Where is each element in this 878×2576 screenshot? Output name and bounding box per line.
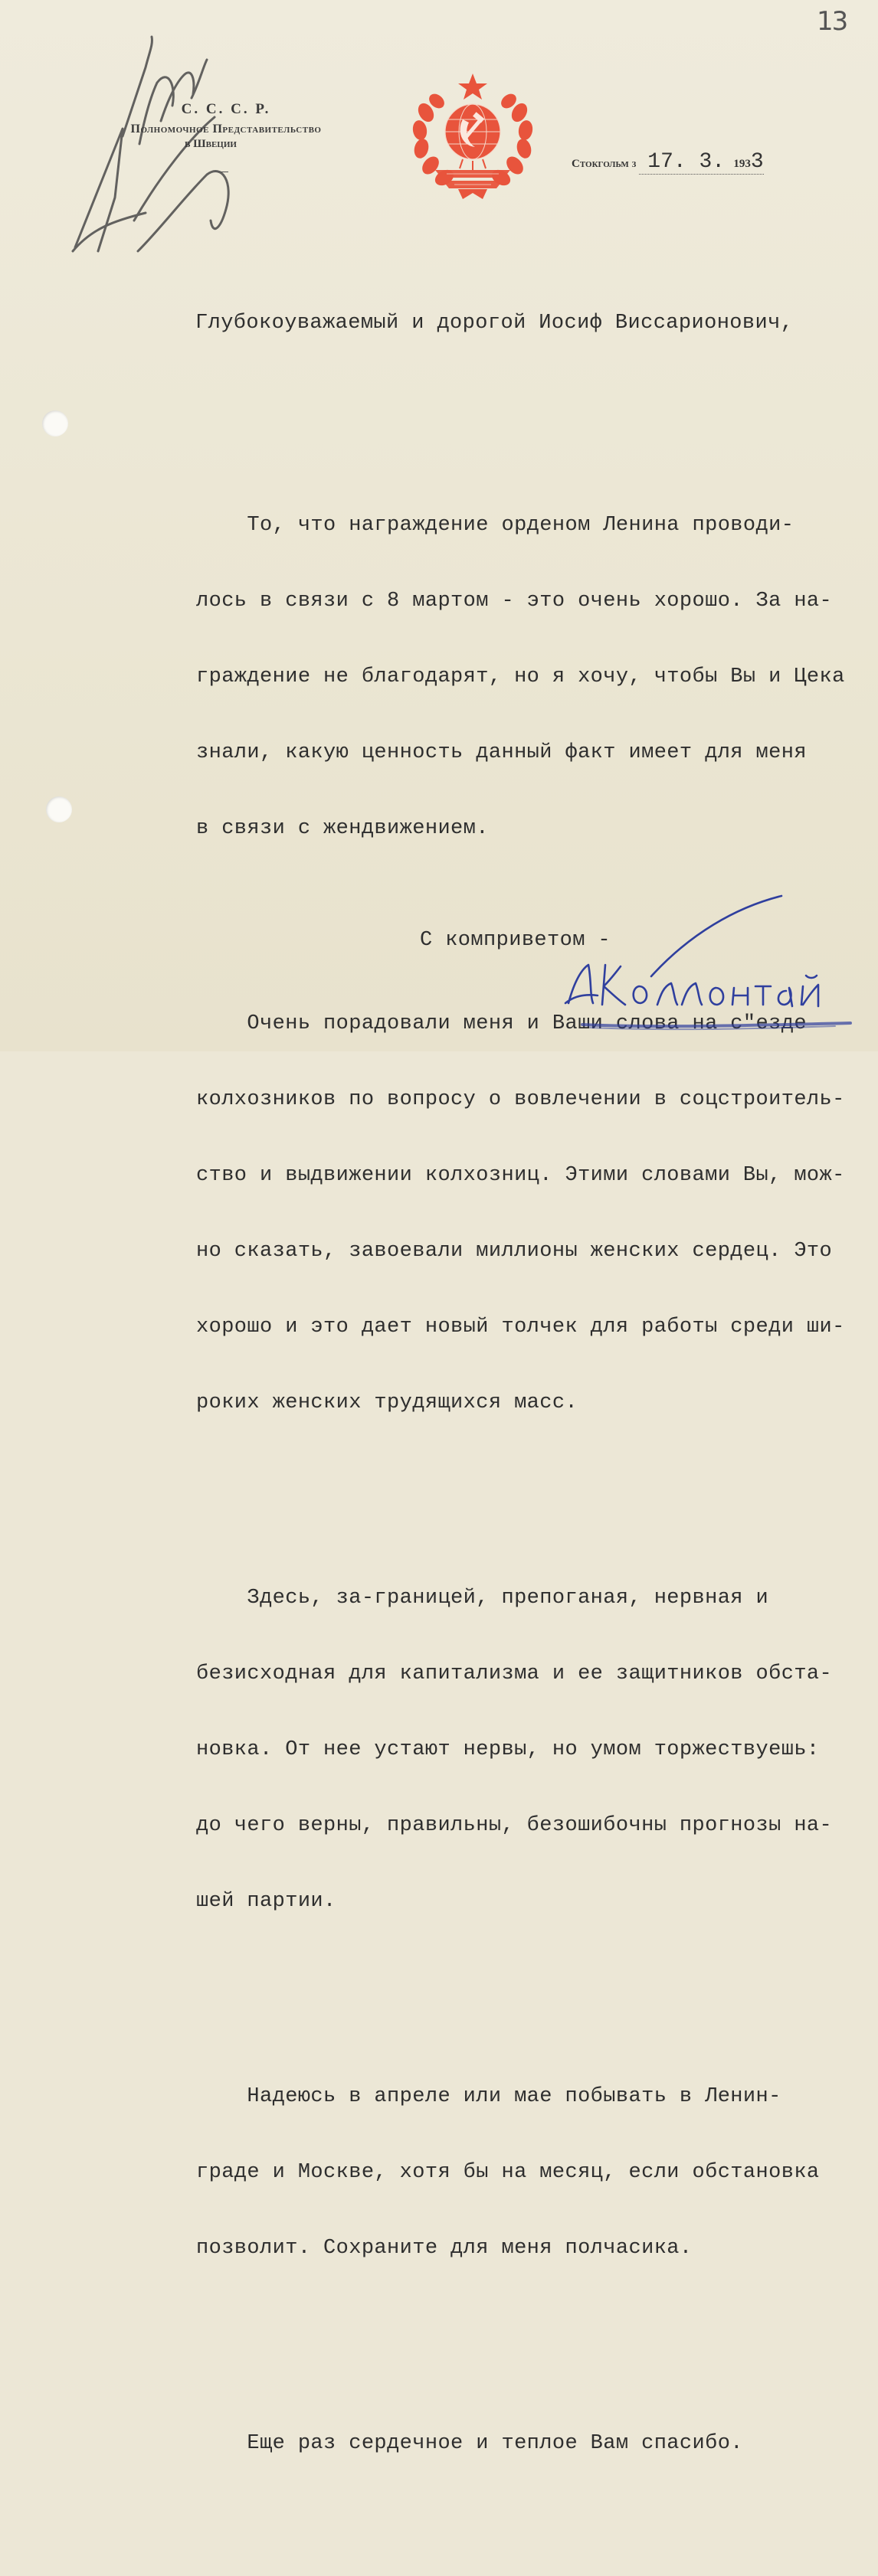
paragraph [196, 463, 845, 892]
page-number: 13 [817, 6, 847, 37]
punch-hole-bottom [46, 796, 72, 822]
letterhead-country: С. С. С. Р. [181, 101, 271, 117]
text-line: до чего верны, правильны, безошибочны прогнозы на- [196, 1814, 833, 1837]
text-line: но сказать, завоевали миллионы женских сердец. Это [196, 1240, 833, 1263]
text-line: новка. От нее устают нервы, но умом торжествуешь: [196, 1738, 820, 1761]
text-line: шей партии. [196, 1890, 336, 1913]
letterhead-location: в Швеции [185, 138, 237, 150]
punch-hole-top [42, 410, 68, 436]
text-line: роких женских трудящихся масс. [196, 1391, 578, 1414]
text-line: граде и Москве, хотя бы на месяц, если обстановка [196, 2161, 820, 2184]
paragraph [196, 2381, 845, 2507]
year-suffix: 3 [750, 150, 764, 174]
year-prefix: 193 [733, 158, 751, 170]
letterhead-organization: Полномочное Представительство [130, 123, 322, 136]
date-line [639, 150, 764, 175]
text-line: Надеюсь в апреле или мае побывать в Ленин- [196, 2085, 781, 2108]
closing: С комприветом - [420, 929, 611, 952]
place-date [572, 150, 764, 175]
text-line: ство и выдвижении колхозниц. Этими словами Вы, мож- [196, 1164, 845, 1187]
paragraph [196, 1535, 845, 1965]
letter-body [196, 412, 845, 2576]
letterhead [61, 101, 391, 151]
text-line: Очень порадовали меня и Ваши слова на с"езде [196, 1012, 807, 1035]
text-line: лось в связи с 8 мартом - это очень хорошо. За на- [196, 590, 833, 613]
text-line: граждение не благодарят, но я хочу, чтобы Вы и Цека [196, 665, 845, 688]
text-line: Еще раз сердечное и теплое Вам спасибо. [196, 2432, 743, 2455]
handwritten-signature [559, 888, 866, 1041]
text-line: То, что награждение орденом Ленина проводи- [196, 514, 794, 537]
text-line: знали, какую ценность данный факт имеет для меня [196, 741, 807, 764]
place-label: Стокгольм з [572, 158, 637, 170]
paragraph [196, 2034, 845, 2312]
text-line: безисходная для капитализма и ее защитников обста- [196, 1662, 833, 1685]
text-line: колхозников по вопросу о вовлечении в соцстроитель- [196, 1088, 845, 1111]
text-line: позволит. Сохраните для меня полчасика. [196, 2237, 693, 2260]
text-line: Здесь, за-границей, препоганая, нервная и [196, 1587, 769, 1610]
salutation: Глубокоуважаемый и дорогой Иосиф Виссарионович, [195, 312, 794, 335]
date-value: 17. 3. [647, 150, 726, 174]
text-line: хорошо и это дает новый толчек для работы среди ши- [196, 1316, 845, 1339]
text-line: в связи с жендвижением. [196, 817, 489, 840]
ussr-emblem-icon [412, 70, 533, 201]
